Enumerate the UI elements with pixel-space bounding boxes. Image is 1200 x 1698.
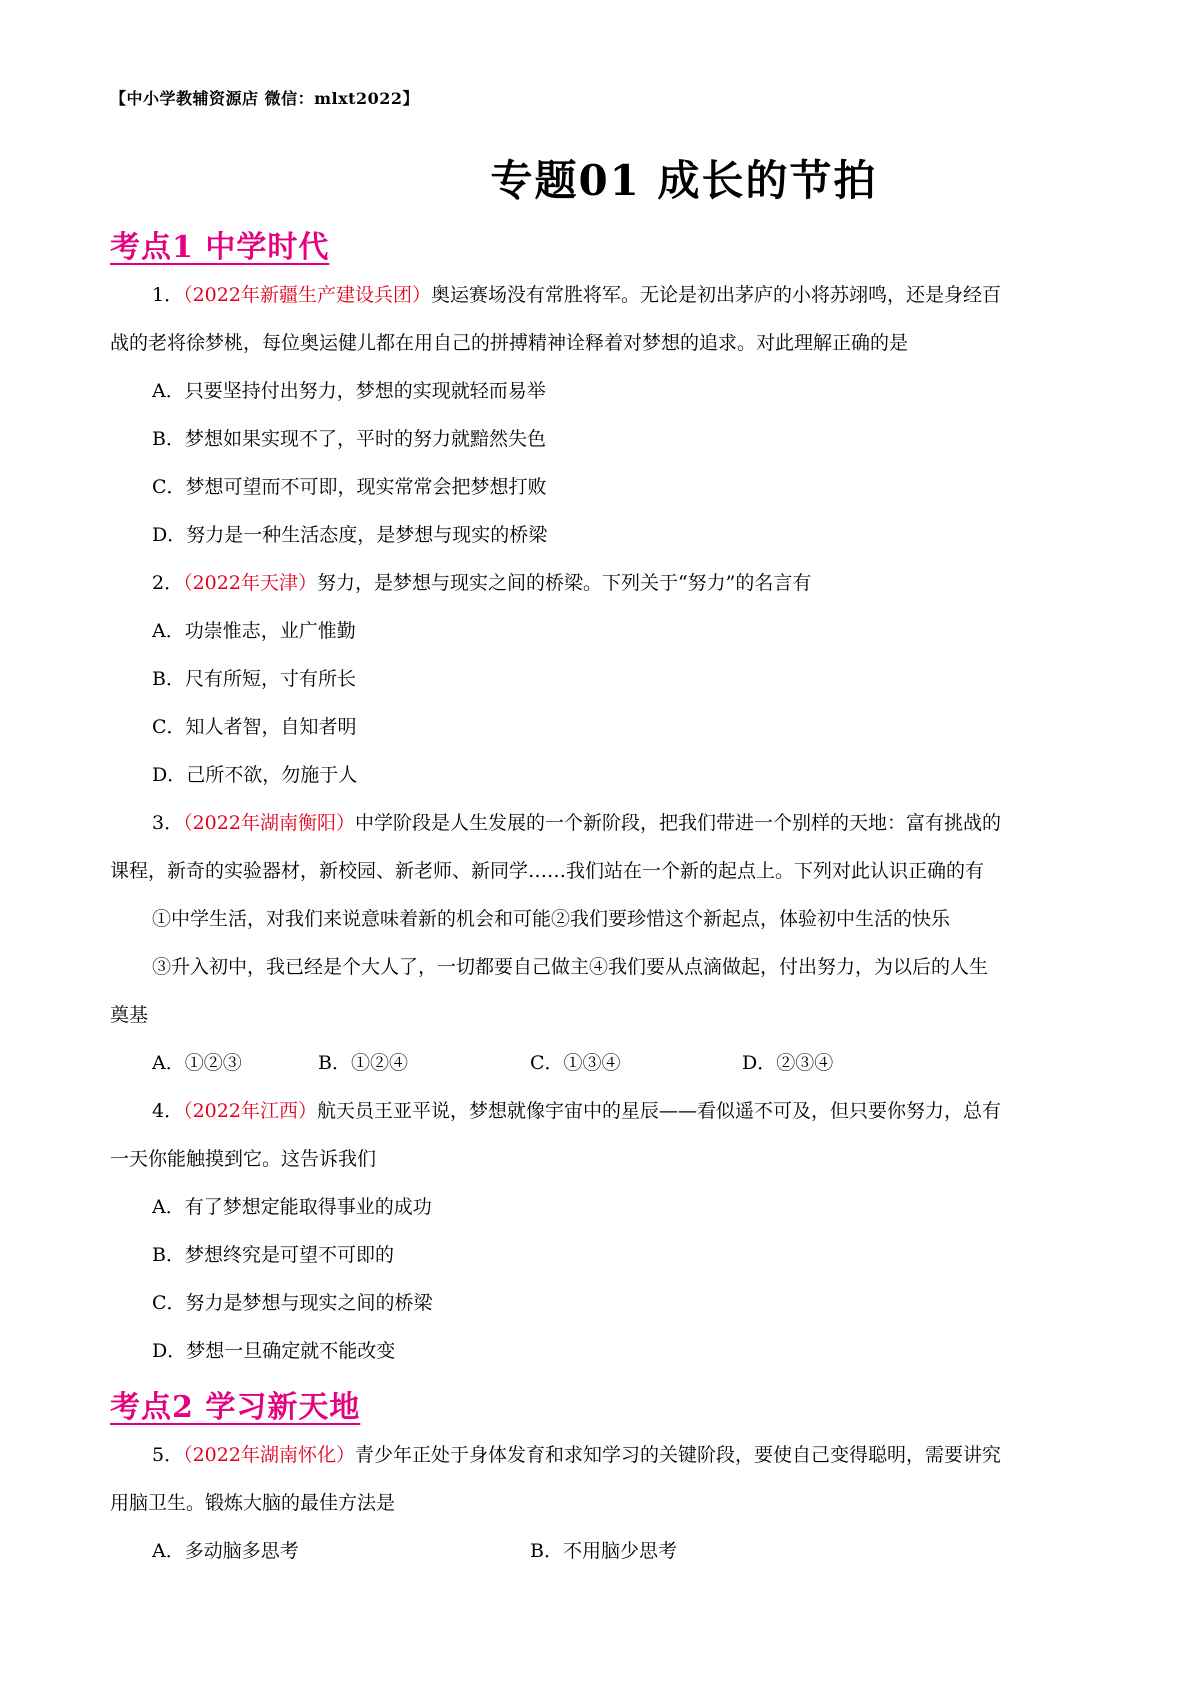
option-b: B．尺有所短，寸有所长 [152, 668, 356, 690]
document-title: 专题01 成长的节拍 [490, 156, 878, 205]
header-note: 【中小学教辅资源店 微信：mlxt2022】 [110, 89, 420, 108]
option-b: B．梦想如果实现不了，平时的努力就黯然失色 [152, 428, 546, 450]
question-source: （2022年天津） [183, 572, 317, 594]
question-number: 3． [152, 812, 184, 834]
question-3-item-line-1: ①中学生活，对我们来说意味着新的机会和可能②我们要珍惜这个新起点，体验初中生活的快乐 [152, 908, 951, 930]
question-number: 2． [152, 572, 184, 594]
question-text: 中学阶段是人生发展的一个新阶段，把我们带进一个别样的天地：富有挑战的 [354, 812, 1001, 834]
question-3-item-line-3: 奠基 [110, 1004, 149, 1026]
question-source: （2022年湖南衡阳） [183, 812, 355, 834]
question-text: 奥运赛场没有常胜将军。无论是初出茅庐的小将苏翊鸣，还是身经百 [430, 284, 1001, 306]
option-c: C．努力是梦想与现实之间的桥梁 [152, 1292, 433, 1314]
option-b: B．①②④ [318, 1052, 408, 1074]
question-number: 5． [152, 1444, 184, 1466]
question-4-stem [152, 1098, 1001, 1124]
question-text: 航天员王亚平说，梦想就像宇宙中的星辰——看似遥不可及，但只要你努力，总有 [316, 1100, 1001, 1122]
option-a: A．功崇惟志，业广惟勤 [152, 620, 356, 642]
section-heading-2: 考点2 学习新天地 [110, 1390, 361, 1425]
option-d: D．努力是一种生活态度，是梦想与现实的桥梁 [152, 524, 548, 546]
question-3-stem-cont: 课程，新奇的实验器材，新校园、新老师、新同学……我们站在一个新的起点上。下列对此认识正确的有 [110, 860, 985, 882]
question-number: 1． [152, 284, 184, 306]
question-4-stem-cont: 一天你能触摸到它。这告诉我们 [110, 1148, 377, 1170]
question-source: （2022年湖南怀化） [183, 1444, 355, 1466]
question-text: 努力，是梦想与现实之间的桥梁。下列关于“努力”的名言有 [316, 572, 812, 594]
question-number: 4． [152, 1100, 184, 1122]
option-d: D．②③④ [742, 1052, 834, 1074]
question-5-stem-cont: 用脑卫生。锻炼大脑的最佳方法是 [110, 1492, 396, 1514]
option-a: A．只要坚持付出努力，梦想的实现就轻而易举 [152, 380, 546, 402]
question-1-stem [152, 282, 1001, 308]
option-c: C．①③④ [530, 1052, 621, 1074]
option-d: D．己所不欲，勿施于人 [152, 764, 358, 786]
option-b: B．不用脑少思考 [530, 1540, 677, 1562]
question-3-item-line-2: ③升入初中，我已经是个大人了，一切都要自己做主④我们要从点滴做起，付出努力，为以后的人生 [152, 956, 989, 978]
option-d: D．梦想一旦确定就不能改变 [152, 1340, 396, 1362]
option-c: C．梦想可望而不可即，现实常常会把梦想打败 [152, 476, 547, 498]
question-3-stem [152, 810, 1001, 836]
option-a: A．有了梦想定能取得事业的成功 [152, 1196, 432, 1218]
option-a: A．①②③ [152, 1052, 242, 1074]
question-source: （2022年江西） [183, 1100, 317, 1122]
question-5-stem [152, 1442, 1001, 1468]
option-a: A．多动脑多思考 [152, 1540, 299, 1562]
option-c: C．知人者智，自知者明 [152, 716, 357, 738]
question-1-stem-cont: 战的老将徐梦桃，每位奥运健儿都在用自己的拼搏精神诠释着对梦想的追求。对此理解正确的是 [110, 332, 909, 354]
question-text: 青少年正处于身体发育和求知学习的关键阶段，要使自己变得聪明，需要讲究 [354, 1444, 1001, 1466]
option-b: B．梦想终究是可望不可即的 [152, 1244, 394, 1266]
question-2-stem [152, 570, 811, 596]
section-heading-1: 考点1 中学时代 [110, 230, 330, 265]
question-source: （2022年新疆生产建设兵团） [183, 284, 431, 306]
